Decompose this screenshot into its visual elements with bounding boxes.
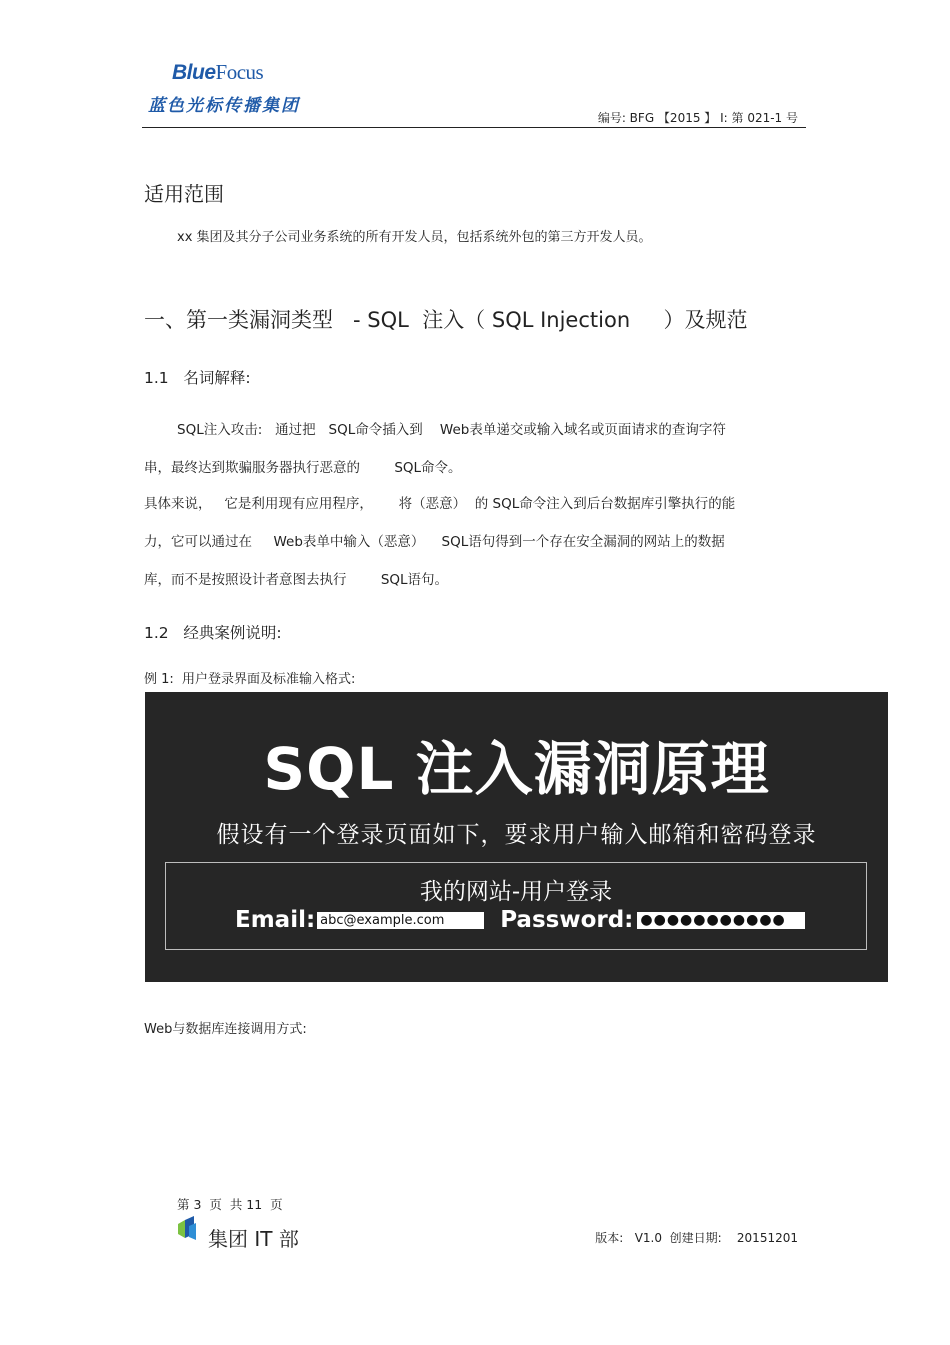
email-label: Email: bbox=[235, 907, 316, 933]
password-field: ●●●●●●●●●●● bbox=[637, 912, 805, 929]
company-logo-chinese: 蓝色光标传播集团 bbox=[148, 96, 300, 116]
paragraph-line: 力，它可以通过在 Web表单中输入（恶意） SQL语句得到一个存在安全漏洞的网站上的数据 bbox=[144, 534, 725, 550]
it-department-logo-icon bbox=[176, 1216, 198, 1240]
paragraph-line: SQL注入攻击: 通过把 SQL命令插入到 Web表单递交或输入域名或页面请求的查询字符 bbox=[177, 422, 726, 438]
paragraph-line: 具体来说， 它是利用现有应用程序， 将（恶意） 的 SQL命令注入到后台数据库引擎执行的能 bbox=[144, 496, 736, 512]
section1-1-heading: 1.1 名词解释: bbox=[144, 369, 251, 387]
login-title: 我的网站-用户登录 bbox=[419, 879, 613, 905]
paragraph-line: 串，最终达到欺骗服务器执行恶意的 SQL命令。 bbox=[144, 460, 462, 476]
header-divider bbox=[142, 127, 806, 128]
figure-subtitle: 假设有一个登录页面如下，要求用户输入邮箱和密码登录 bbox=[216, 822, 817, 848]
company-logo-english: BlueFocus bbox=[172, 60, 264, 84]
document-number: 编号: BFG 【2015 】 I: 第 021-1 号 bbox=[597, 111, 798, 125]
login-box bbox=[165, 862, 867, 950]
page-number: 第 3 页 共 11 页 bbox=[177, 1197, 283, 1212]
section1-2-heading: 1.2 经典案例说明: bbox=[144, 624, 282, 642]
login-row bbox=[235, 907, 805, 933]
example-caption: 例 1: 用户登录界面及标准输入格式: bbox=[144, 672, 356, 687]
web-db-caption: Web与数据库连接调用方式: bbox=[144, 1022, 307, 1037]
email-field: abc@example.com bbox=[317, 912, 484, 929]
password-label: Password: bbox=[500, 907, 634, 933]
paragraph-line: 库，而不是按照设计者意图去执行 SQL语句。 bbox=[144, 572, 449, 588]
sql-injection-figure bbox=[145, 692, 888, 982]
section1-heading: 一、第一类漏洞类型 - SQL 注入（ SQL Injection ）及规范 bbox=[144, 308, 748, 332]
figure-title: SQL 注入漏洞原理 bbox=[263, 735, 770, 803]
department-name: 集团 IT 部 bbox=[208, 1227, 299, 1251]
scope-text: xx 集团及其分子公司业务系统的所有开发人员，包括系统外包的第三方开发人员。 bbox=[177, 230, 652, 245]
version-info: 版本: V1.0 创建日期: 20151201 bbox=[595, 1231, 798, 1245]
scope-heading: 适用范围 bbox=[144, 182, 224, 206]
